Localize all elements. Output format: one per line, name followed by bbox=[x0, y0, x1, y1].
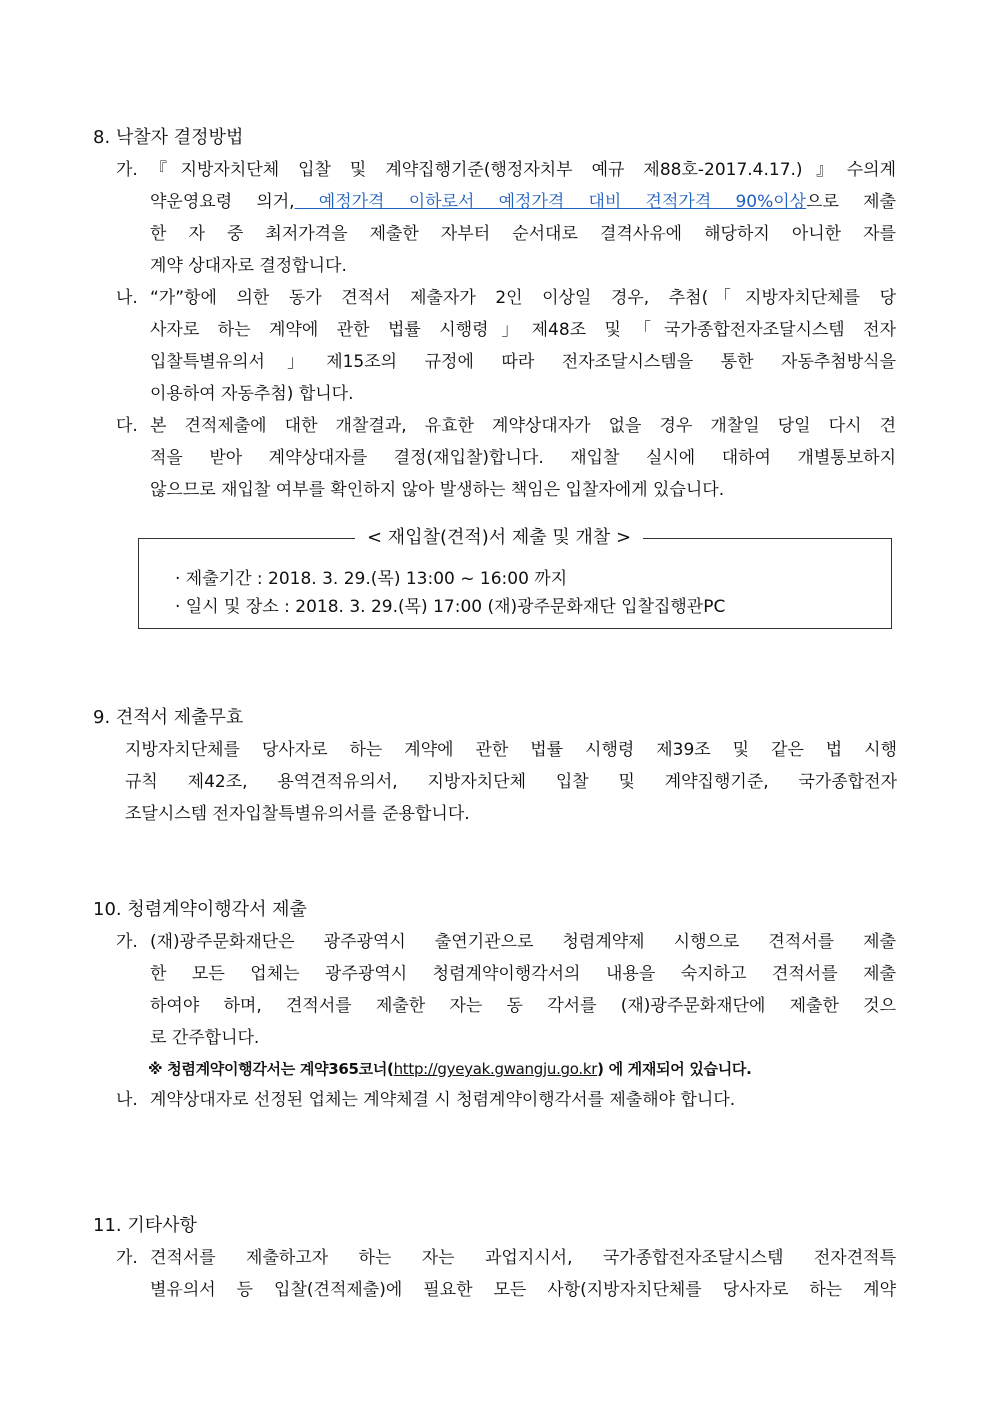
submission-period: · 제출기간 : 2018. 3. 29.(목) 13:00 ~ 16:00 까지 bbox=[175, 569, 568, 589]
text-line: 지방자치단체를 당사자로 하는 계약에 관한 법률 시행령 제39조 및 같은 법 시행 bbox=[125, 740, 897, 760]
gyeyak-link[interactable]: http://gyeyak.gwangju.go.kr bbox=[393, 1060, 598, 1078]
section-11-heading: 11. 기타사항 bbox=[93, 1215, 197, 1236]
item-marker: 나. bbox=[116, 1090, 138, 1110]
text-line: 입찰특별유의서」제15조의 규정에 따라 전자조달시스템을 통한 자동추첨방식을 bbox=[150, 352, 896, 372]
highlight-underline: 예정가격 이하로서 예정가격 대비 견적가격 90%이상 bbox=[294, 192, 807, 212]
text-line: 조달시스템 전자입찰특별유의서를 준용합니다. bbox=[125, 804, 470, 824]
text-line: 본 견적제출에 대한 개찰결과, 유효한 계약상대자가 없을 경우 개찰일 당일 다시 견 bbox=[150, 416, 896, 436]
text-line: 적을 받아 계약상대자를 결정(재입찰)합니다. 재입찰 실시에 대하여 개별통보하지 bbox=[150, 448, 896, 468]
text-line: 않으므로 재입찰 여부를 확인하지 않아 발생하는 책임은 입찰자에게 있습니다. bbox=[150, 480, 725, 500]
section-10-heading: 10. 청렴계약이행각서 제출 bbox=[93, 899, 307, 920]
text-line: 로 간주합니다. bbox=[150, 1028, 260, 1048]
text-line: 사자로 하는 계약에 관한 법률 시행령」제48조 및「국가종합전자조달시스템 전자 bbox=[150, 320, 896, 340]
text-line: 견적서를 제출하고자 하는 자는 과업지시서, 국가종합전자조달시스템 전자견적특 bbox=[150, 1248, 896, 1268]
text-line: 계약 상대자로 결정합니다. bbox=[150, 256, 347, 276]
text-line: (재)광주문화재단은 광주광역시 출연기관으로 청렴계약제 시행으로 견적서를 제출 bbox=[150, 932, 896, 952]
item-marker: 가. bbox=[116, 160, 138, 180]
item-marker: 나. bbox=[116, 288, 138, 308]
section-8-heading: 8. 낙찰자 결정방법 bbox=[93, 127, 244, 148]
text-line: 계약상대자로 선정된 업체는 계약체결 시 청렴계약이행각서를 제출해야 합니다. bbox=[150, 1090, 736, 1110]
text-line: 약운영요령 의거, 예정가격 이하로서 예정가격 대비 견적가격 90%이상으로 제출 bbox=[150, 192, 896, 212]
text-line: 한 모든 업체는 광주광역시 청렴계약이행각서의 내용을 숙지하고 견적서를 제출 bbox=[150, 964, 896, 984]
text-line: 한 자 중 최저가격을 제출한 자부터 순서대로 결격사유에 해당하지 아니한 자를 bbox=[150, 224, 896, 244]
date-and-place: · 일시 및 장소 : 2018. 3. 29.(목) 17:00 (재)광주문화재단 입찰집행관PC bbox=[175, 597, 726, 617]
item-marker: 가. bbox=[116, 932, 138, 952]
item-marker: 다. bbox=[116, 416, 138, 436]
text-line: 『지방자치단체 입찰 및 계약집행기준(행정자치부 예규 제88호-2017.4.17.)』수의계 bbox=[150, 160, 896, 180]
integrity-pledge-note: ※ 청렴계약이행각서는 계약365코너(http://gyeyak.gwangju.go.kr) 에 게재되어 있습니다. bbox=[148, 1060, 752, 1078]
text-line: 규칙 제42조, 용역견적유의서, 지방자치단체 입찰 및 계약집행기준, 국가종합전자 bbox=[125, 772, 897, 792]
text-line: 별유의서 등 입찰(견적제출)에 필요한 모든 사항(지방자치단체를 당사자로 하는 계약 bbox=[150, 1280, 896, 1300]
text-line: 이용하여 자동추첨) 합니다. bbox=[150, 384, 354, 404]
section-9-heading: 9. 견적서 제출무효 bbox=[93, 707, 244, 728]
text-line: 하여야 하며, 견적서를 제출한 자는 동 각서를 (재)광주문화재단에 제출한 것으 bbox=[150, 996, 896, 1016]
text-line: “가”항에 의한 동가 견적서 제출자가 2인 이상일 경우, 추첨(「지방자치단체를 당 bbox=[150, 288, 896, 308]
item-marker: 가. bbox=[116, 1248, 138, 1268]
box-title: < 재입찰(견적)서 제출 및 개찰 > bbox=[355, 524, 643, 552]
rebid-info-box bbox=[138, 527, 892, 629]
